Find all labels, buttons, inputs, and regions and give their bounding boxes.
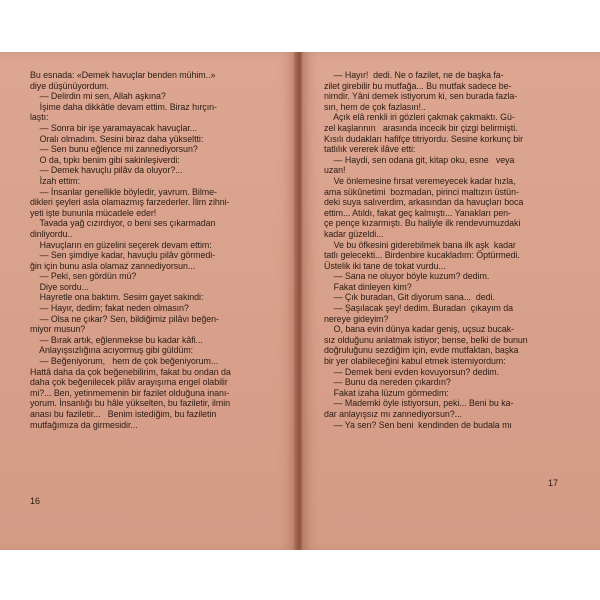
open-book — [0, 52, 600, 550]
left-page — [0, 52, 296, 550]
text-line: tatlı gelecekti... Birdenbire kucakladım: Öptürmedi. — [324, 250, 520, 261]
text-line: sın, hem de çok fazlasın!.. — [324, 101, 426, 112]
text-line: dar anlayışsız mı zannediyorsun?... — [324, 409, 462, 419]
text-line: — Sana ne oluyor böyle kuzum? dedim. — [324, 271, 490, 282]
text-line: tatlılık vererek ilâve etti: — [324, 144, 416, 155]
text-line: — Bırak artık, eğlenmekse bu kadar kâfi... — [30, 334, 203, 345]
text-line: uzan! — [324, 165, 346, 176]
text-line: dinliyordu.. — [30, 228, 73, 239]
text-line: kadar güzeldi... — [324, 228, 384, 239]
text-line: O da, tıpkı benim gibi sakinleşiverdi: — [30, 154, 180, 165]
text-line: miyor musun? — [30, 324, 86, 335]
text-line: deki suya salıverdim, arkasından da havuçları boca — [324, 197, 524, 208]
text-line: diye düşünüyordum. — [30, 80, 110, 91]
text-line: Fakat izaha lüzum görmedim: — [324, 387, 449, 398]
text-line: — Bunu da nereden çıkardın? — [324, 377, 451, 388]
text-line: — İnsanlar genellikle böyledir, yavrum. Bilme- — [30, 186, 217, 197]
text-line: Anlayışsızlığına acıyormuş gibi güldüm: — [30, 345, 194, 356]
text-line: — Olsa ne çıkar? Sen, bildiğimiz pilâvı beğen- — [30, 313, 219, 324]
text-line: nereye gideyim? — [324, 313, 389, 324]
text-line: — Sen şimdiye kadar, havuçlu pilâv görmedi- — [30, 250, 216, 261]
text-line: — Ya sen? Sen beni kendinden de budala mı — [324, 419, 512, 430]
text-line: mutfağımıza da girmesidir... — [30, 419, 138, 430]
text-line: zel kaşlarının arasında incecik bir çizgi belirmişti. — [324, 122, 518, 133]
text-line: zilet girebilir bu mutfağa... Bu mutfak sadece be- — [324, 80, 512, 91]
text-line: yorum. İnsanlığı bu hâle yükselten, bu faziletir, ilmin — [30, 398, 230, 409]
text-line: — Delirdin mi sen, Allah aşkına? — [30, 91, 166, 102]
text-line: yeti işte bununla mücadele eder! — [30, 207, 157, 218]
text-line: ğin için bunu asla olamaz zannediyorsun... — [30, 260, 196, 271]
text-line: Kısılı dudakları hafifçe titriyordu. Sesine korkunç bir — [324, 133, 524, 144]
right-page-number: 17 — [548, 478, 559, 488]
text-line: — Demek beni evden kovuyorsun? dedim. — [324, 366, 500, 377]
right-page-text — [324, 70, 586, 430]
text-line: çe pençe kızarmıştı. Bu haliyle ilk rendevumuzdaki — [324, 218, 521, 229]
text-line: daha çok beğenilecek pilâv arayışıma engel olabilir — [30, 377, 228, 388]
text-line: — Demek havuçlu pilâv da oluyor?... — [30, 165, 183, 176]
text-line: — Hayır, dedim; fakat neden olmasın? — [30, 303, 189, 314]
text-line: ettim... Atıldı, fakat geç kalmıştı... Yanakları pen- — [324, 207, 511, 218]
text-line: sız olduğunu anlatmak istiyor; bense, belki de bunun — [324, 334, 528, 345]
text-line: mi?... Ben, yetinmemenin bir fazilet olduğuna inanı- — [30, 387, 230, 398]
text-line: ama sükûnetimi bozmadan, pirinci maltızın üstün- — [324, 186, 519, 197]
text-line: O, bana evin dünya kadar geniş, uçsuz bucak- — [324, 324, 515, 335]
left-page-number: 16 — [30, 496, 41, 506]
text-line: Diye sordu... — [30, 281, 89, 292]
text-line: anası bu faziletir... Benim istediğim, bu faziletin — [30, 409, 217, 419]
text-line: Üstelik iki tane de tokat vurdu... — [324, 260, 446, 271]
text-line: — Beğeniyorum, hem de çok beğeniyorum... — [30, 356, 219, 367]
text-line: Hayretle ona baktım. Sesim gayet sakindi: — [30, 292, 204, 303]
text-line: — Mademki öyle istiyorsun, peki... Beni bu ka- — [324, 398, 514, 409]
text-line: — Peki, sen gördün mü? — [30, 271, 137, 282]
text-line: Ve bu öfkesini giderebilmek bana ilk aşk kadar — [324, 239, 516, 250]
text-line: — Sonra bir işe yaramayacak havuçlar... — [30, 122, 198, 133]
text-line: — Hayır! dedi. Ne o fazilet, ne de başka fa- — [324, 70, 504, 80]
text-line: — Çık buradan, Git diyorum sana... dedi. — [324, 292, 495, 303]
text-line: — Haydi, sen odana git, kitap oku, esne veya — [324, 154, 515, 165]
text-line: Hattâ daha da çok beğenebilirim, fakat bu ondan da — [30, 366, 231, 377]
text-line: Tavada yağ cızırdıyor, o beni ses çıkarmadan — [30, 218, 216, 229]
left-page-text — [30, 70, 278, 430]
text-line: Oralı olmadım. Sesini biraz daha yükseltti: — [30, 133, 204, 144]
right-page — [302, 52, 600, 550]
text-line: laştı: — [30, 112, 49, 123]
text-line: — Şaşılacak şey! dedim. Buradan çıkayım da — [324, 303, 514, 314]
text-line: İzah ettim: — [30, 175, 81, 186]
text-line: nimdir. Yâni demek istiyorum ki, sen burada fazla- — [324, 91, 518, 102]
text-line: İşime daha dikkâtle devam ettim. Biraz hırçın- — [30, 101, 217, 112]
text-line: bir yer olabileceğini kabul etmek istemiyordum: — [324, 356, 506, 367]
text-line: dikleri şeyleri asla olamazmış farzederler. İlim zihni- — [30, 197, 230, 208]
text-line: Havuçların en güzelini seçerek devam ettim: — [30, 239, 212, 250]
text-line: Açık elâ renkli iri gözleri çakmak çakmaktı. Gü- — [324, 112, 515, 123]
text-line: — Sen bunu eğlence mi zannediyorsun? — [30, 144, 198, 155]
text-line: Bu esnada: «Demek havuçlar benden mühim..» — [30, 70, 216, 80]
text-line: Fakat dinleyen kim? — [324, 281, 412, 292]
text-line: doğruluğunu sezdiğim için, evde mutfaktan, başka — [324, 345, 519, 356]
text-line: Ve önlemesine fırsat veremeyecek kadar hızla, — [324, 175, 516, 186]
